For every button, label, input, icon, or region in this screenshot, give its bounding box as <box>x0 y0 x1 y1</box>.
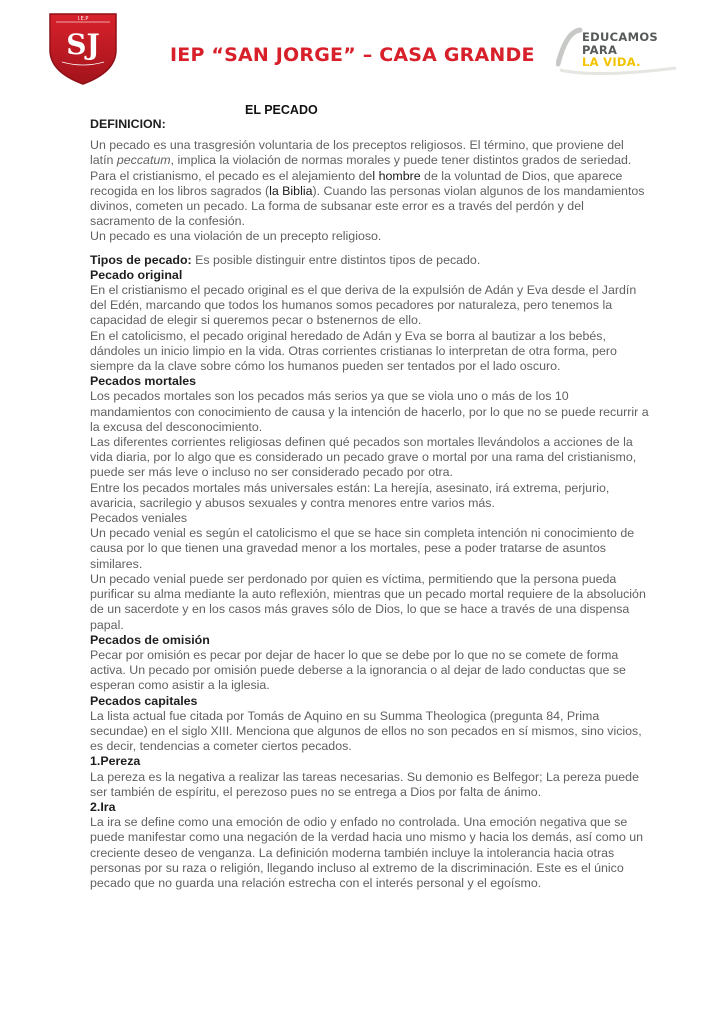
definicion-paragraph-2 <box>90 169 650 230</box>
mortales-paragraph-3: Entre los pecados mortales más universales están: La herejía, asesinato, irá extrema, perjurio, avaricia, sacrilegio y abusos sexuales y contra menores entre varios más. <box>90 480 610 510</box>
school-name-title: IEP “SAN JORGE” – CASA GRANDE <box>170 44 535 66</box>
slogan-logo <box>556 24 682 82</box>
text-run: de la voluntad de Dios, que aparece recogida en los libros sagrados ( <box>90 168 623 198</box>
mortales-paragraph-2: Las diferentes corrientes religiosas definen qué pecados son mortales llevándolos a acciones de la vida diaria, por lo algo que es considerado un pecado grave o mortal por una rama del cristianismo, puede ser más leve o incluso no ser considerado pecado por otra. <box>90 435 637 480</box>
document-body <box>90 103 650 891</box>
logo-initials: SJ <box>66 28 100 61</box>
tipos-paragraph <box>90 253 650 268</box>
ira-heading: 2.Ira <box>90 799 116 814</box>
school-shield-logo <box>46 10 120 86</box>
definicion-paragraph-1 <box>90 138 650 168</box>
tipos-label: Tipos de pecado: <box>90 252 192 267</box>
text-run: , implica la violación de normas morales y puede tener distintos grados de seriedad. <box>170 153 632 168</box>
slogan-line-3: LA VIDA. <box>582 55 641 69</box>
spacer <box>90 245 650 253</box>
text-run: Para el cristianismo, el pecado es el alejamiento de <box>90 168 373 183</box>
text-run: ). Cuando las personas violan algunos de los mandamientos divinos, cometen un pecado. La forma de subsanar este error es a través del perdón y del sacramento de la confesión. <box>90 183 645 229</box>
original-paragraph-2: En el catolicismo, el pecado original heredado de Adán y Eva se borra al bautizar a los bebés, dándoles un inicio limpio en la vida. Otras corrientes cristianas lo interpretan de otra forma, pero siempre da la clave sobre cómo los humanos pueden ser tentados por el lado oscuro. <box>90 328 617 374</box>
definicion-paragraph-3: Un pecado es una violación de un precepto religioso. <box>90 229 382 244</box>
biblia-link[interactable]: la Biblia <box>269 183 313 198</box>
mortales-heading: Pecados mortales <box>90 374 197 389</box>
definicion-heading: DEFINICION: <box>90 117 166 131</box>
omision-paragraph-1: Pecar por omisión es pecar por dejar de hacer lo que se debe por lo que no se comete de forma activa. Un pecado por omisión puede deberse a la ignorancia o al dejar de lado conductas que se esperan como asistir a la iglesia. <box>90 647 626 693</box>
original-heading: Pecado original <box>90 267 183 282</box>
slogan-line-1: EDUCAMOS <box>582 30 658 44</box>
veniales-heading: Pecados veniales <box>90 511 188 526</box>
pereza-heading: 1.Pereza <box>90 754 141 769</box>
capitales-heading: Pecados capitales <box>90 693 198 708</box>
veniales-paragraph-2: Un pecado venial puede ser perdonado por quien es víctima, permitiendo que la persona pueda purificar su alma mediante la auto reflexión, mientras que un pecado mortal requiere de la absolución de un sacerdote y en los casos más graves sólo de Dios, lo que se hace a través de una dispensa papal. <box>90 571 646 632</box>
mortales-paragraph-1: Los pecados mortales son los pecados más serios ya que se viola uno o más de los 10 mandamientos con conocimiento de causa y la intención de hacerlo, por lo que no se puede recurrir a la excusa del desconocimiento. <box>90 389 649 434</box>
italic-term: peccatum <box>116 153 171 168</box>
capitales-paragraph-1: La lista actual fue citada por Tomás de Aquino en su Summa Theologica (pregunta 84, Prima secundae) en el siglo XIII. Menciona que algunos de ellos no son pecados en sí mismos, sino vicios, es decir, tendencias a cometer ciertos pecados. <box>90 708 642 754</box>
ira-paragraph-1: La ira se define como una emoción de odio y enfado no controlada. Una emoción negativa que se puede manifestar como una negación de la verdad hacia uno mismo y hacia los demás, así como un creciente deseo de venganza. La definición moderna también incluye la intolerancia hacia otras personas por su raza o religión, llegando incluso al extremo de la discriminación. Este es el único pecado que no guarda una relación estrecha con el interés personal y el egoísmo. <box>90 815 644 890</box>
pereza-paragraph-1: La pereza es la negativa a realizar las tareas necesarias. Su demonio es Belfegor; La pereza puede ser también de espíritu, el perezoso pues no se entrega a Dios por falta de ánimo. <box>90 769 639 799</box>
omision-heading: Pecados de omisión <box>90 632 210 647</box>
document-title: EL PECADO <box>245 103 318 117</box>
original-paragraph-1: En el cristianismo el pecado original es el que deriva de la expulsión de Adán y Eva desde el Jardín del Edén, marcando que todos los humanos somos pecadores por naturaleza, pero tenemos la capacidad de elegir si queremos pecar o bstenernos de ello. <box>90 283 637 328</box>
text-run: Es posible distinguir entre distintos tipos de pecado. <box>191 252 481 267</box>
logo-top-text: I.E.P <box>77 16 89 22</box>
slogan-line-2: PARA <box>582 43 618 57</box>
hombre-link[interactable]: l hombre <box>372 168 421 183</box>
veniales-paragraph-1: Un pecado venial es según el catolicismo el que se hace sin completa intención ni conocimiento de causa por lo que tienen una gravedad menor a los mortales, pese a poder tratarse de asuntos similares. <box>90 526 635 571</box>
text-run: Un pecado es una trasgresión voluntaria de los preceptos religiosos. El término, que proviene del latín <box>90 138 624 168</box>
page-header <box>0 0 725 100</box>
